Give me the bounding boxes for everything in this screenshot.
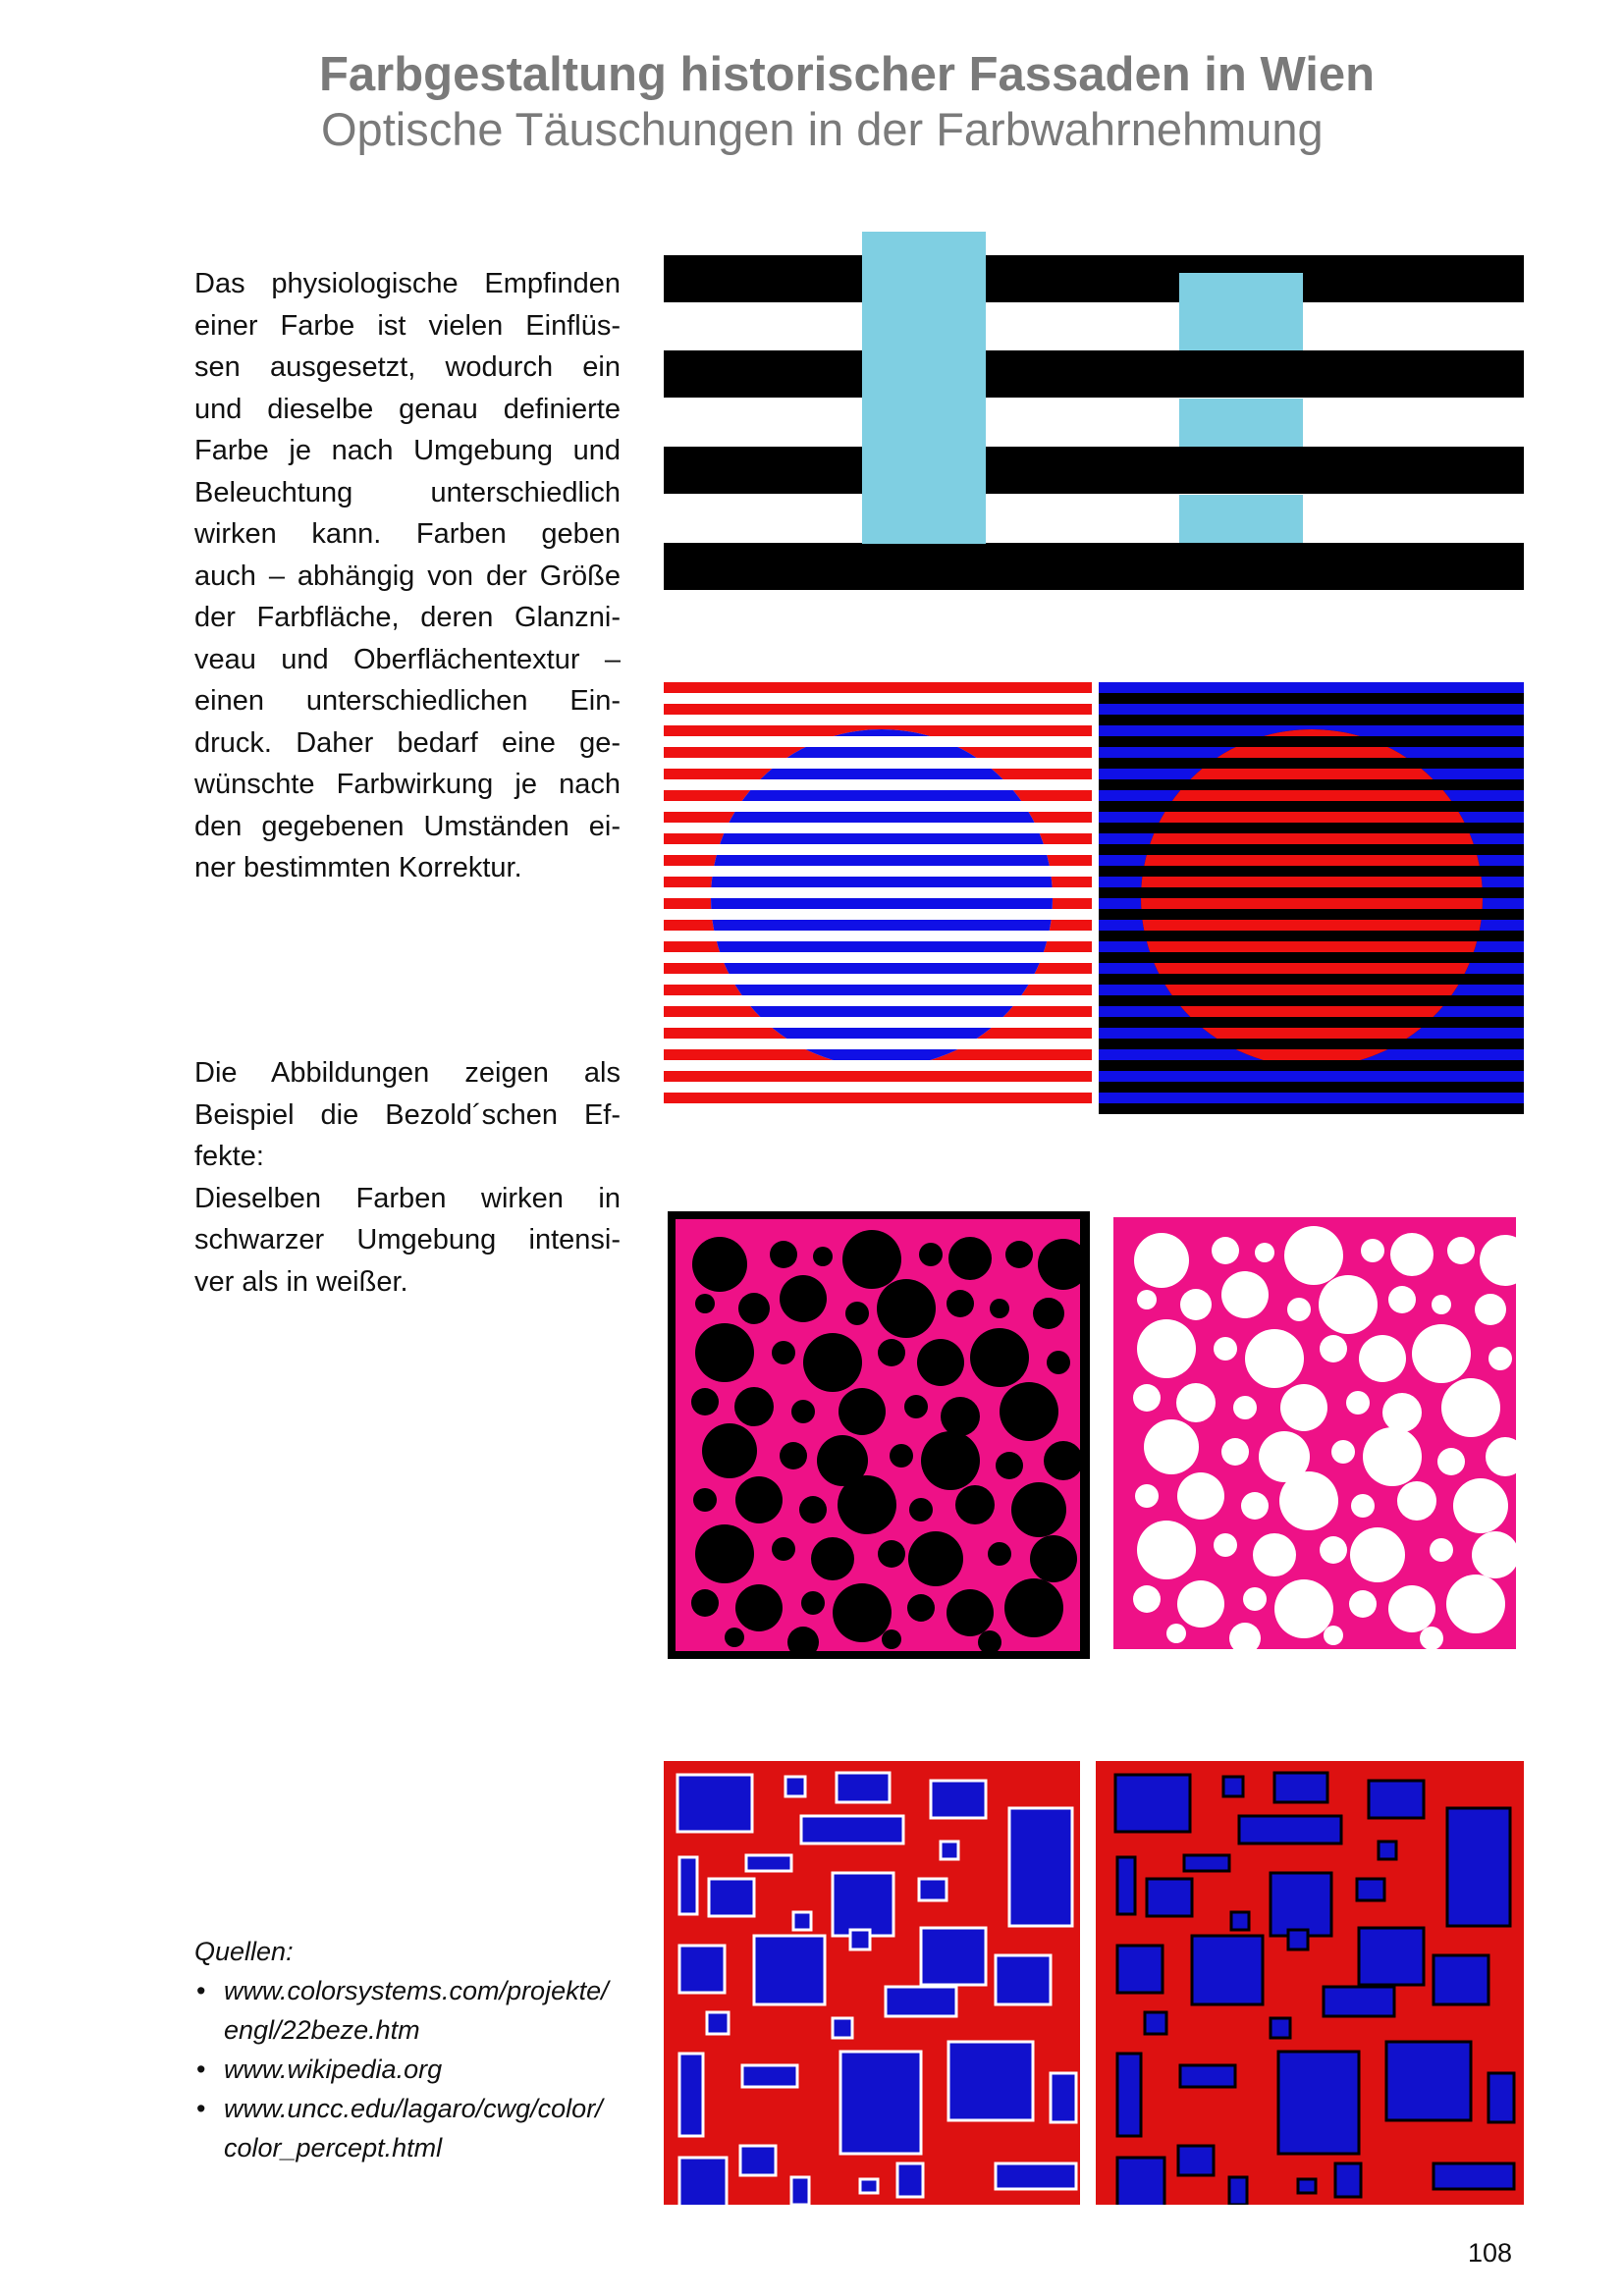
paragraph-line: Farbe je nach Umgebung und bbox=[194, 435, 621, 466]
black-dot bbox=[917, 1339, 964, 1386]
blue-rect-black-border bbox=[1386, 2042, 1471, 2120]
white-dot bbox=[1137, 1319, 1196, 1378]
white-dot bbox=[1346, 1391, 1370, 1415]
white-dot bbox=[1166, 1624, 1186, 1643]
white-dot bbox=[1221, 1271, 1269, 1318]
black-dot bbox=[833, 1583, 892, 1642]
paragraph-line: wirken kann. Farben geben bbox=[194, 518, 621, 550]
blue-rect-black-border bbox=[1192, 1936, 1263, 2004]
blue-rect-white-border bbox=[921, 1928, 986, 1985]
sources-heading: Quellen: bbox=[194, 1937, 294, 1966]
white-dot bbox=[1233, 1396, 1257, 1419]
black-dot bbox=[1005, 1241, 1033, 1268]
source-item[interactable] bbox=[194, 1971, 626, 2050]
figure-dot-fields bbox=[664, 1205, 1524, 1659]
black-dot bbox=[839, 1388, 886, 1435]
source-item[interactable] bbox=[194, 2089, 626, 2167]
blue-stripe bbox=[664, 877, 1092, 887]
blue-rect-white-border bbox=[754, 1936, 825, 2004]
blue-rect-white-border bbox=[679, 1946, 725, 1993]
blue-rect-white-border bbox=[707, 2012, 729, 2034]
blue-rect-black-border bbox=[1178, 2146, 1214, 2175]
black-dot bbox=[878, 1339, 905, 1366]
white-dot bbox=[1144, 1419, 1199, 1474]
white-dot bbox=[1361, 1239, 1384, 1262]
paragraph-line: sen ausgesetzt, wodurch ein bbox=[194, 351, 621, 383]
white-dot bbox=[1137, 1290, 1157, 1309]
black-dot bbox=[1004, 1578, 1063, 1637]
black-dot bbox=[908, 1531, 963, 1586]
red-stripe bbox=[1099, 877, 1524, 887]
white-dot bbox=[1382, 1393, 1422, 1432]
blue-rect-black-border bbox=[1117, 2054, 1141, 2136]
white-dot bbox=[1133, 1585, 1161, 1613]
black-dot bbox=[882, 1629, 901, 1649]
red-stripe bbox=[1099, 963, 1524, 974]
source-item[interactable] bbox=[194, 2050, 626, 2089]
blue-rect-black-border bbox=[1115, 1775, 1190, 1832]
blue-rect-white-border bbox=[1051, 2073, 1076, 2122]
black-dot bbox=[780, 1442, 807, 1469]
figure-stripes-illusion bbox=[664, 232, 1524, 593]
blue-rect-black-border bbox=[1231, 1912, 1249, 1930]
source-link-text: engl/22beze.htm bbox=[224, 2015, 420, 2045]
black-dot bbox=[695, 1323, 754, 1382]
blue-stripe bbox=[664, 833, 1092, 844]
white-dot bbox=[1388, 1585, 1435, 1632]
red-stripe bbox=[664, 1093, 1092, 1103]
white-dot bbox=[1447, 1237, 1475, 1264]
black-dot bbox=[909, 1498, 933, 1522]
black-dot bbox=[988, 1542, 1011, 1566]
blue-rect-white-border bbox=[850, 1930, 870, 1949]
paragraph-line: einer Farbe ist vielen Einflüs- bbox=[194, 309, 621, 342]
black-dot bbox=[921, 1431, 980, 1490]
paragraph-line: veau und Oberflächentextur – bbox=[194, 643, 621, 675]
sources-list bbox=[194, 1932, 626, 2167]
blue-rect-black-border bbox=[1379, 1842, 1396, 1859]
paragraph-line: auch – abhängig von der Größe bbox=[194, 560, 621, 592]
black-dot bbox=[791, 1400, 815, 1423]
black-dot bbox=[904, 1395, 928, 1418]
blue-rect-black-border bbox=[1357, 1879, 1384, 1900]
black-dot bbox=[842, 1230, 901, 1289]
white-dot bbox=[1279, 1471, 1338, 1530]
white-dot bbox=[1177, 1472, 1224, 1520]
white-dot bbox=[1349, 1590, 1377, 1618]
blue-rect-black-border bbox=[1229, 2177, 1247, 2205]
black-dot bbox=[1033, 1298, 1064, 1329]
paragraph-line: Dieselben Farben wirken in bbox=[194, 1182, 621, 1214]
blue-rect-white-border bbox=[793, 1912, 811, 1930]
white-dot bbox=[1420, 1627, 1443, 1650]
blue-rect-black-border bbox=[1324, 1987, 1394, 2016]
blue-rect-black-border bbox=[1145, 2012, 1166, 2034]
blue-stripe bbox=[664, 898, 1092, 909]
white-dot bbox=[1359, 1335, 1406, 1382]
red-stripe bbox=[1099, 920, 1524, 931]
bullet-icon: • bbox=[196, 2055, 206, 2084]
source-link-text: color_percept.html bbox=[224, 2133, 443, 2163]
white-dot bbox=[1432, 1295, 1451, 1314]
paragraph-line: Beispiel die Bezold´schen Ef- bbox=[194, 1098, 621, 1131]
white-dot bbox=[1177, 1580, 1224, 1628]
red-stripe bbox=[1099, 898, 1524, 909]
blue-rect-white-border bbox=[742, 2065, 797, 2087]
blue-rect-black-border bbox=[1335, 2163, 1361, 2197]
black-dot bbox=[772, 1341, 795, 1364]
black-dot bbox=[693, 1488, 717, 1512]
black-dot bbox=[947, 1589, 994, 1636]
red-stripe bbox=[664, 682, 1092, 693]
black-stripe bbox=[664, 350, 1524, 398]
black-dot bbox=[735, 1584, 783, 1631]
blue-rect-black-border bbox=[1359, 1928, 1424, 1985]
black-dot bbox=[692, 1237, 747, 1292]
black-dot bbox=[1030, 1535, 1077, 1582]
paragraph-line: ver als in weißer. bbox=[194, 1265, 408, 1298]
blue-rect-black-border bbox=[1434, 2163, 1514, 2189]
blue-rect-white-border bbox=[886, 1987, 956, 2016]
blue-rect-white-border bbox=[679, 2054, 703, 2136]
black-stripe bbox=[664, 255, 1524, 302]
blue-rect-black-border bbox=[1271, 2018, 1290, 2038]
intro-paragraph bbox=[194, 263, 621, 889]
white-dot bbox=[1446, 1575, 1505, 1633]
blue-rect-white-border bbox=[679, 2158, 727, 2205]
white-dot bbox=[1245, 1329, 1304, 1388]
white-dot bbox=[1212, 1237, 1239, 1264]
black-dot bbox=[811, 1537, 854, 1580]
white-dot bbox=[1320, 1335, 1347, 1362]
blue-rect-black-border bbox=[1288, 1930, 1308, 1949]
black-dot bbox=[978, 1630, 1001, 1654]
blue-stripe bbox=[664, 855, 1092, 866]
blue-rect-white-border bbox=[948, 2042, 1033, 2120]
blue-rect-white-border bbox=[833, 2018, 852, 2038]
blue-rect-black-border bbox=[1180, 2065, 1235, 2087]
blue-rect-white-border bbox=[996, 2163, 1076, 2189]
white-dot bbox=[1214, 1533, 1237, 1557]
black-dot bbox=[877, 1279, 936, 1338]
blue-rect-white-border bbox=[740, 2146, 776, 2175]
paragraph-line: Beleuchtung unterschiedlich bbox=[194, 476, 621, 508]
paragraph-line: den gegebenen Umständen ei- bbox=[194, 810, 621, 842]
white-dot bbox=[1397, 1481, 1436, 1521]
paragraph-line: ner bestimmten Korrektur. bbox=[194, 852, 522, 883]
white-dot bbox=[1137, 1521, 1196, 1579]
blue-rect-black-border bbox=[1117, 1946, 1163, 1993]
black-dot bbox=[948, 1237, 992, 1280]
black-stripe bbox=[664, 447, 1524, 494]
black-dot bbox=[801, 1591, 825, 1615]
light-blue-bar-segment bbox=[1179, 399, 1303, 447]
paragraph-line: der Farbfläche, deren Glanzni- bbox=[194, 602, 621, 633]
blue-stripe bbox=[1099, 704, 1524, 715]
blue-rect-white-border bbox=[897, 2163, 923, 2197]
white-dot bbox=[1320, 1536, 1347, 1564]
figure-rectangle-fields bbox=[664, 1761, 1524, 2205]
black-dot bbox=[878, 1540, 905, 1568]
white-dot bbox=[1287, 1298, 1311, 1321]
blue-rect-black-border bbox=[1117, 2158, 1164, 2205]
white-dot bbox=[1472, 1531, 1519, 1578]
black-dot bbox=[919, 1243, 943, 1266]
paragraph-line: Das physiologische Empfinden bbox=[194, 268, 621, 299]
blue-rect-white-border bbox=[785, 1777, 805, 1796]
black-dot bbox=[1047, 1351, 1070, 1374]
white-dot bbox=[1274, 1579, 1333, 1638]
blue-stripe bbox=[664, 941, 1092, 952]
white-dot bbox=[1324, 1626, 1343, 1645]
page-number: 108 bbox=[1468, 2238, 1513, 2268]
paragraph-line: schwarzer Umgebung intensi- bbox=[194, 1224, 621, 1255]
paragraph-line: fekte: bbox=[194, 1141, 264, 1172]
black-dot bbox=[691, 1388, 719, 1415]
blue-rect-black-border bbox=[1369, 1781, 1424, 1818]
black-dot bbox=[695, 1524, 754, 1583]
blue-rect-white-border bbox=[919, 1879, 947, 1900]
white-dot bbox=[1253, 1533, 1296, 1576]
source-link-text: www.colorsystems.com/projekte/ bbox=[224, 1976, 609, 2005]
blue-rect-white-border bbox=[996, 1955, 1051, 2004]
blue-stripe bbox=[1099, 682, 1524, 693]
light-blue-bar-segment bbox=[1179, 495, 1303, 543]
paragraph-line: Die Abbildungen zeigen als bbox=[194, 1057, 621, 1089]
white-dot bbox=[1453, 1478, 1508, 1533]
red-stripe bbox=[1099, 941, 1524, 952]
white-dot bbox=[1133, 1384, 1161, 1412]
blue-rect-black-border bbox=[1274, 1773, 1327, 1802]
blue-rect-white-border bbox=[833, 1873, 893, 1936]
light-blue-bar-segment bbox=[1179, 302, 1303, 350]
white-dot bbox=[1243, 1587, 1267, 1611]
black-dot bbox=[738, 1293, 770, 1324]
black-dot bbox=[770, 1241, 797, 1268]
white-dot bbox=[1134, 1233, 1189, 1288]
black-dot bbox=[907, 1594, 935, 1622]
black-dot bbox=[725, 1628, 744, 1647]
blue-rect-white-border bbox=[1009, 1808, 1072, 1926]
blue-rect-black-border bbox=[1223, 1777, 1243, 1796]
white-dot bbox=[1135, 1484, 1159, 1508]
blue-rect-white-border bbox=[709, 1879, 754, 1916]
blue-rect-black-border bbox=[1434, 1955, 1488, 2004]
blue-rect-white-border bbox=[837, 1773, 890, 1802]
black-dot bbox=[734, 1387, 774, 1426]
blue-rect-black-border bbox=[1488, 2073, 1514, 2122]
blue-rect-white-border bbox=[791, 2177, 809, 2205]
white-dot bbox=[1214, 1337, 1237, 1361]
blue-rect-black-border bbox=[1447, 1808, 1510, 1926]
blue-rect-black-border bbox=[1278, 2052, 1359, 2154]
blue-rect-white-border bbox=[840, 2052, 921, 2154]
white-dot bbox=[1319, 1275, 1378, 1334]
blue-rect-black-border bbox=[1298, 2179, 1316, 2193]
blue-stripe bbox=[1099, 1071, 1524, 1082]
blue-rect-white-border bbox=[677, 1775, 752, 1832]
white-dot bbox=[1221, 1438, 1249, 1466]
black-dot bbox=[1011, 1482, 1066, 1537]
black-dot bbox=[1044, 1441, 1083, 1480]
black-dot bbox=[813, 1247, 833, 1266]
white-dot bbox=[1437, 1448, 1465, 1475]
page-title: Farbgestaltung historischer Fassaden in Wien bbox=[319, 48, 1376, 101]
figure-striped-circles bbox=[664, 682, 1524, 1114]
blue-rect-black-border bbox=[1239, 1816, 1341, 1843]
source-link-text: www.uncc.edu/lagaro/cwg/color/ bbox=[224, 2094, 603, 2123]
white-dot bbox=[1430, 1538, 1453, 1562]
black-dot bbox=[799, 1496, 827, 1523]
paragraph-line: druck. Daher bedarf eine ge- bbox=[194, 726, 621, 759]
blue-rect-white-border bbox=[860, 2179, 878, 2193]
red-stripe bbox=[1099, 855, 1524, 866]
black-dot bbox=[955, 1485, 995, 1524]
bullet-icon: • bbox=[196, 2094, 206, 2123]
blue-rect-black-border bbox=[1271, 1873, 1331, 1936]
black-dot bbox=[803, 1333, 862, 1392]
paragraph-line: einen unterschiedlichen Ein- bbox=[194, 685, 621, 717]
blue-stripe bbox=[664, 920, 1092, 931]
black-dot bbox=[702, 1423, 757, 1478]
white-dot bbox=[1350, 1527, 1405, 1582]
blue-stripe bbox=[1099, 1093, 1524, 1103]
black-dot bbox=[695, 1294, 715, 1313]
light-blue-bar-segment bbox=[1179, 273, 1303, 302]
blue-rect-white-border bbox=[746, 1855, 791, 1871]
red-stripe bbox=[664, 1071, 1092, 1082]
black-dot bbox=[735, 1476, 783, 1523]
black-dot bbox=[947, 1290, 974, 1317]
white-dot bbox=[1475, 1294, 1506, 1325]
black-dot bbox=[691, 1589, 719, 1617]
blue-rect-black-border bbox=[1117, 1857, 1135, 1914]
black-dot bbox=[970, 1328, 1029, 1387]
blue-rect-white-border bbox=[801, 1816, 903, 1843]
source-link-text: www.wikipedia.org bbox=[224, 2055, 443, 2084]
white-dot bbox=[1363, 1427, 1422, 1486]
white-dot bbox=[1388, 1286, 1416, 1313]
black-dot bbox=[772, 1537, 795, 1561]
page-subtitle: Optische Täuschungen in der Farbwahrnehmung bbox=[321, 103, 1324, 155]
white-dot bbox=[1412, 1324, 1471, 1383]
black-dot bbox=[990, 1299, 1009, 1318]
white-dot bbox=[1280, 1384, 1327, 1431]
black-dot bbox=[996, 1452, 1023, 1479]
white-dot bbox=[1351, 1494, 1375, 1518]
bullet-icon: • bbox=[196, 1976, 206, 2005]
white-dot bbox=[1331, 1440, 1355, 1464]
white-dot bbox=[1255, 1243, 1274, 1262]
blue-rect-white-border bbox=[941, 1842, 958, 1859]
white-dot bbox=[1176, 1383, 1216, 1422]
black-dot bbox=[1000, 1382, 1058, 1441]
blue-rect-black-border bbox=[1147, 1879, 1192, 1916]
blue-rect-white-border bbox=[931, 1781, 986, 1818]
light-blue-bar bbox=[862, 232, 986, 544]
black-dot bbox=[838, 1475, 896, 1534]
white-dot bbox=[1390, 1233, 1434, 1276]
white-dot bbox=[1241, 1492, 1269, 1520]
white-dot bbox=[1284, 1226, 1343, 1285]
effects-paragraph bbox=[194, 1052, 621, 1303]
black-dot bbox=[890, 1444, 913, 1468]
paragraph-line: wünschte Farbwirkung je nach bbox=[194, 769, 621, 800]
paragraph-line: und dieselbe genau definierte bbox=[194, 393, 621, 425]
black-dot bbox=[941, 1397, 980, 1436]
red-stripe bbox=[664, 704, 1092, 715]
white-dot bbox=[1488, 1347, 1512, 1370]
black-dot bbox=[780, 1275, 827, 1322]
red-stripe bbox=[1099, 833, 1524, 844]
blue-rect-black-border bbox=[1184, 1855, 1229, 1871]
black-stripe bbox=[664, 543, 1524, 590]
white-dot bbox=[1180, 1289, 1212, 1320]
black-dot bbox=[845, 1302, 869, 1325]
white-dot bbox=[1441, 1378, 1500, 1437]
blue-rect-white-border bbox=[679, 1857, 697, 1914]
